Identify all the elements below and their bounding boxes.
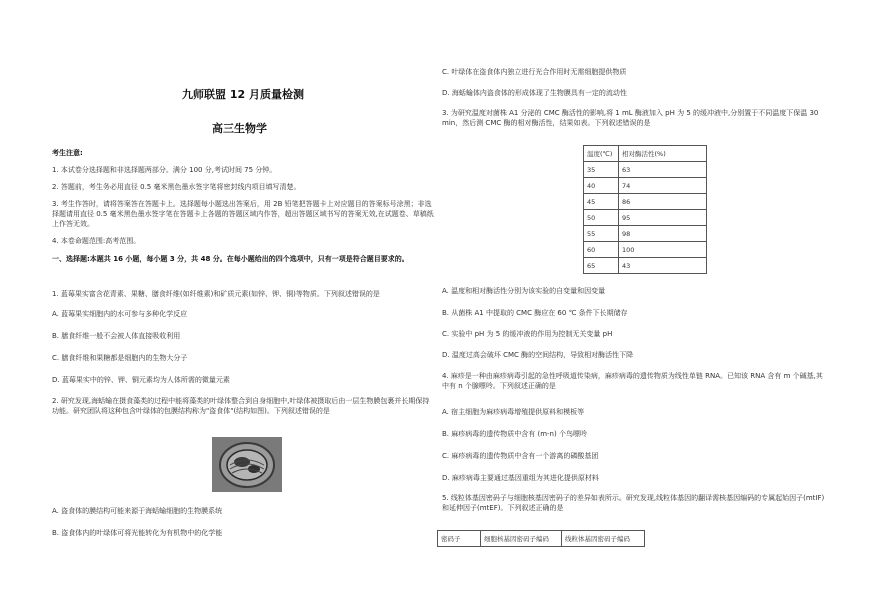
q1-option-a: A. 蓝莓果实细胞内的水可参与多种化学反应 — [52, 310, 188, 318]
notice-item-1: 1. 本试卷分选择题和非选择题两部分。满分 100 分,考试时间 75 分钟。 — [52, 166, 277, 174]
q2-option-d: D. 海蛞蝓体内盗食体的形成体现了生物膜具有一定的流动性 — [442, 89, 627, 97]
q1-option-b: B. 膳食纤维一般不会被人体直接吸收利用 — [52, 332, 181, 340]
table-cell: 50 — [584, 210, 619, 226]
table-row — [584, 242, 707, 258]
subject-title: 高三生物学 — [212, 122, 267, 135]
table-cell: 40 — [584, 178, 619, 194]
q3-option-d: D. 温度过高会破坏 CMC 酶的空间结构，导致相对酶活性下降 — [442, 351, 634, 359]
q1-option-d: D. 蓝莓果实中的锌、钾、铜元素均为人体所需的微量元素 — [52, 376, 230, 384]
q3-option-a: A. 温度和相对酶活性分别为该实验的自变量和因变量 — [442, 287, 606, 295]
table-row — [584, 210, 707, 226]
notice-heading: 考生注意: — [52, 149, 83, 157]
notice-item-4: 4. 本卷命题范围:高考范围。 — [52, 237, 141, 245]
exam-title: 九师联盟 12 月质量检测 — [182, 88, 304, 101]
codon-table — [437, 530, 645, 547]
table-cell: 43 — [619, 258, 707, 274]
table-header-mitochondrial: 线粒体基因密码子编码 — [562, 531, 645, 547]
table-cell: 60 — [584, 242, 619, 258]
table-row — [584, 258, 707, 274]
q4-option-d: D. 麻疹病毒主要通过基因重组为其进化提供原材料 — [442, 474, 599, 482]
q3-stem: 3. 为研究温度对菌株 A1 分泌的 CMC 酶活性的影响,将 1 mL 酶液加入 pH 为 5 的缓冲液中,分别置于不同温度下保温 30 min，然后测 CMC 酶的相对酶活性，结果如表。下列叙述错误的是 — [442, 109, 819, 127]
table-cell: 100 — [619, 242, 707, 258]
table-cell: 95 — [619, 210, 707, 226]
q1-option-c: C. 膳食纤维和果糖都是细胞内的生物大分子 — [52, 354, 188, 362]
table-cell: 74 — [619, 178, 707, 194]
q5-stem: 5. 线粒体基因密码子与细胞核基因密码子的差异如表所示。研究发现,线粒体基因的翻译需核基因编码的专属起始因子(mtIF)和延伸因子(mtEF)。下列叙述正确的是 — [442, 494, 825, 512]
table-row — [584, 178, 707, 194]
q4-option-a: A. 宿主细胞为麻疹病毒增殖提供原料和模板等 — [442, 408, 585, 416]
q2-option-b: B. 盗食体内的叶绿体可将光能转化为有机物中的化学能 — [52, 529, 223, 537]
table-header-row — [438, 531, 645, 547]
table-row — [584, 226, 707, 242]
q3-option-b: B. 从菌株 A1 中提取的 CMC 酶应在 60 ℃ 条件下长期储存 — [442, 309, 628, 317]
q1-stem: 1. 蓝莓果实富含花青素、果糖、膳食纤维(如纤维素)和矿质元素(如锌、钾、铜)等物质。下列叙述错误的是 — [52, 290, 380, 298]
table-cell: 55 — [584, 226, 619, 242]
enzyme-activity-table — [583, 145, 707, 274]
table-header-row — [584, 146, 707, 162]
q4-option-b: B. 麻疹病毒的遗传物质中含有 (m-n) 个鸟嘌呤 — [442, 430, 587, 438]
table-header-activity: 相对酶活性(%) — [619, 146, 707, 162]
table-row — [584, 194, 707, 210]
notice-item-3: 3. 考生作答时，请将答案答在答题卡上。选择题每小题选出答案后，用 2B 铅笔把答题卡上对应题目的答案标号涂黑；非选择题请用直径 0.5 毫米黑色墨水签字笔在答题卡上各题的答题区域内作答，超出答题区域书写的答案无效,在试题卷、草稿纸上作答无效。 — [52, 200, 434, 228]
notice-item-2: 2. 答题前，考生务必用直径 0.5 毫米黑色墨水签字笔将密封线内项目填写清楚。 — [52, 183, 301, 191]
table-cell: 35 — [584, 162, 619, 178]
section-heading: 一、选择题:本题共 16 小题，每小题 3 分，共 48 分。在每小题给出的四个选项中，只有一项是符合题目要求的。 — [52, 255, 409, 263]
table-header-nuclear: 细胞核基因密码子编码 — [481, 531, 562, 547]
table-cell: 63 — [619, 162, 707, 178]
table-row — [584, 162, 707, 178]
q2-option-a: A. 盗食体的膜结构可能来源于海蛞蝓细胞的生物膜系统 — [52, 507, 223, 515]
table-cell: 45 — [584, 194, 619, 210]
table-cell: 65 — [584, 258, 619, 274]
kleptosome-micrograph — [212, 437, 282, 492]
table-header-codon: 密码子 — [438, 531, 481, 547]
table-cell: 98 — [619, 226, 707, 242]
q4-option-c: C. 麻疹病毒的遗传物质中含有一个游离的磷酸基团 — [442, 452, 599, 460]
q4-stem: 4. 麻疹是一种由麻疹病毒引起的急性呼吸道传染病，麻疹病毒的遗传物质为线性单链 RNA。已知该 RNA 含有 m 个碱基,其中有 n 个腺嘌呤。下列叙述正确的是 — [442, 372, 823, 390]
q2-stem: 2. 研究发现,海蛞蝓在摄食藻类的过程中能将藻类的叶绿体整合到自身细胞中,叶绿体被摄取后由一层生物膜包裹并长期保持功能。研究团队将这种包含叶绿体的包膜结构称为"盗食体"(结构如图)。下列叙述错误的是 — [52, 397, 430, 415]
q2-option-c: C. 叶绿体在盗食体内独立进行光合作用时无需细胞提供物质 — [442, 68, 627, 76]
q3-option-c: C. 实验中 pH 为 5 的缓冲液的作用为控制无关变量 pH — [442, 330, 613, 338]
table-header-temperature: 温度(℃) — [584, 146, 619, 162]
table-cell: 86 — [619, 194, 707, 210]
